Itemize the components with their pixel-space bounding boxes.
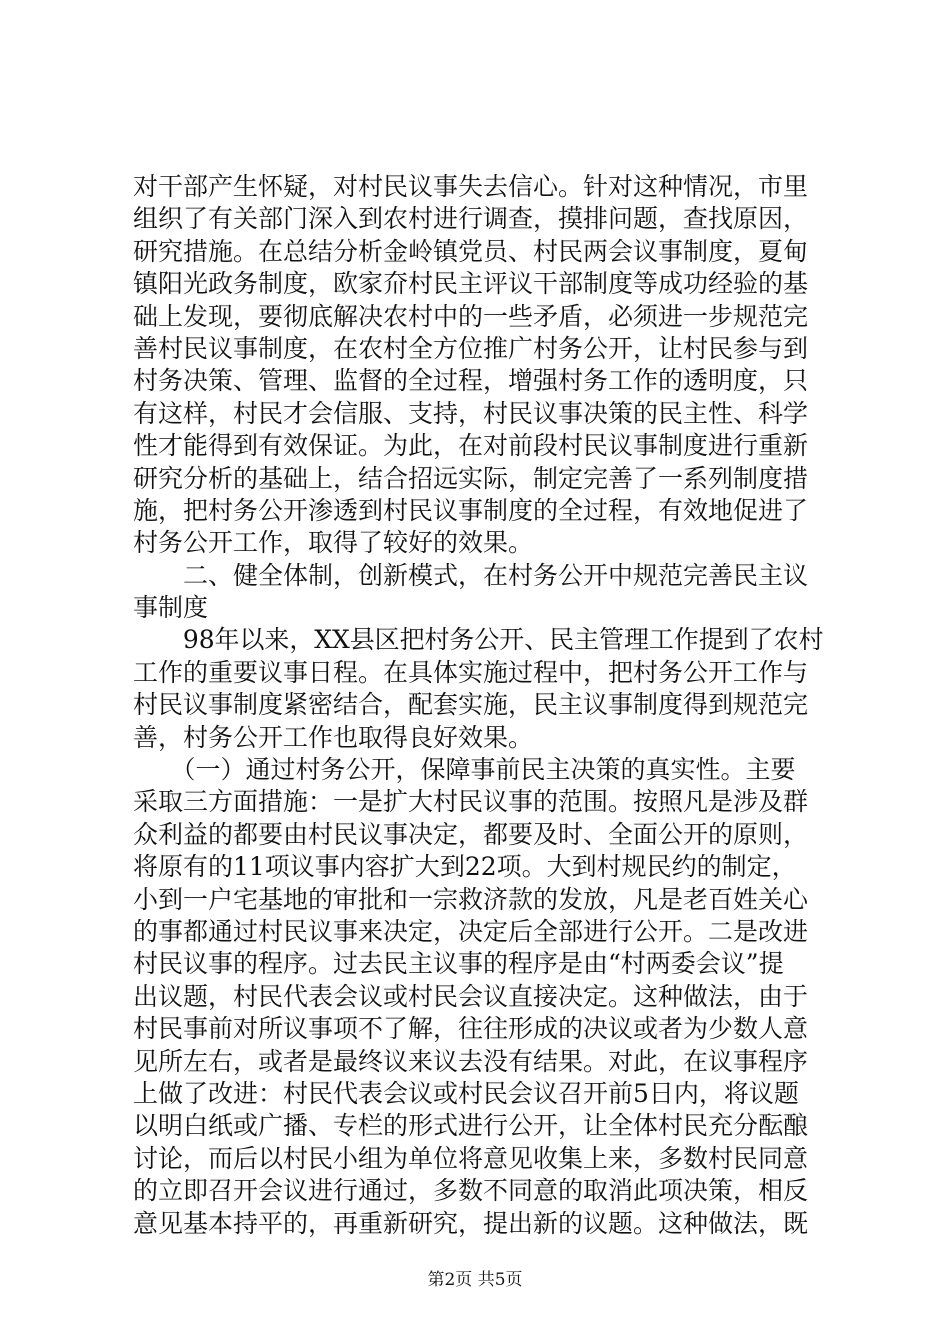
text-line: 村民议事制度紧密结合，配套实施，民主议事制度得到规范完: [133, 690, 809, 720]
text-line: 事制度: [133, 593, 209, 623]
text-line: 采取三方面措施：一是扩大村民议事的范围。按照凡是涉及群: [133, 787, 809, 817]
text-line: 研究分析的基础上，结合招远实际，制定完善了一系列制度措: [133, 463, 809, 493]
text-line: 组织了有关部门深入到农村进行调查，摸排问题，查找原因，: [133, 204, 809, 234]
text-line: 村务公开工作，取得了较好的效果。: [133, 528, 534, 558]
text-line: 意见基本持平的，再重新研究，提出新的议题。这种做法，既: [133, 1208, 809, 1238]
text-line: 上做了改进：村民代表会议或村民会议召开前5日内，将议题: [133, 1078, 799, 1108]
text-line: 见所左右，或者是最终议来议去没有结果。对此，在议事程序: [133, 1046, 809, 1076]
text-line: 二、健全体制，创新模式，在村务公开中规范完善民主议: [133, 560, 809, 590]
text-line: 98年以来，XX县区把村务公开、民主管理工作提到了农村: [133, 625, 824, 655]
text-line: 工作的重要议事日程。在具体实施过程中，把村务公开工作与: [133, 657, 809, 687]
page-footer: 第2页 共5页: [427, 1270, 523, 1290]
text-line: 出议题，村民代表会议或村民会议直接决定。这种做法，由于: [133, 981, 809, 1011]
text-line: 对干部产生怀疑，对村民议事失去信心。针对这种情况，市里: [133, 172, 809, 201]
text-line: 讨论，而后以村民小组为单位将意见收集上来，多数村民同意: [133, 1143, 809, 1173]
text-line: 村民议事的程序。过去民主议事的程序是由“村两委会议”提: [133, 949, 784, 979]
document-body: [133, 171, 823, 1240]
text-line: 村务决策、管理、监督的全过程，增强村务工作的透明度，只: [133, 366, 809, 396]
text-line: 善村民议事制度，在农村全方位推广村务公开，让村民参与到: [133, 333, 809, 363]
text-line: 众利益的都要由村民议事决定，都要及时、全面公开的原则，: [133, 819, 809, 849]
text-line: 有这样，村民才会信服、支持，村民议事决策的民主性、科学: [133, 398, 809, 428]
text-line: 小到一户宅基地的审批和一宗救济款的发放，凡是老百姓关心: [133, 884, 809, 914]
text-line: 的立即召开会议进行通过，多数不同意的取消此项决策，相反: [133, 1176, 809, 1206]
text-line: 善，村务公开工作也取得良好效果。: [133, 722, 534, 752]
text-line: 镇阳光政务制度，欧家夼村民主评议干部制度等成功经验的基: [133, 269, 809, 299]
text-line: 性才能得到有效保证。为此，在对前段村民议事制度进行重新: [133, 431, 809, 461]
text-line: 础上发现，要彻底解决农村中的一些矛盾，必须进一步规范完: [133, 301, 809, 331]
text-line: 将原有的11项议事内容扩大到22项。大到村规民约的制定，: [133, 852, 797, 882]
text-line: 村民事前对所议事项不了解，往往形成的决议或者为少数人意: [133, 1014, 809, 1044]
text-line: 施，把村务公开渗透到村民议事制度的全过程，有效地促进了: [133, 495, 809, 525]
text-line: （一）通过村务公开，保障事前民主决策的真实性。主要: [133, 755, 796, 785]
text-line: 以明白纸或广播、专栏的形式进行公开，让全体村民充分酝酿: [133, 1111, 809, 1141]
text-line: 的事都通过村民议事来决定，决定后全部进行公开。二是改进: [133, 916, 809, 946]
text-line: 研究措施。在总结分析金岭镇党员、村民两会议事制度，夏甸: [133, 236, 809, 266]
